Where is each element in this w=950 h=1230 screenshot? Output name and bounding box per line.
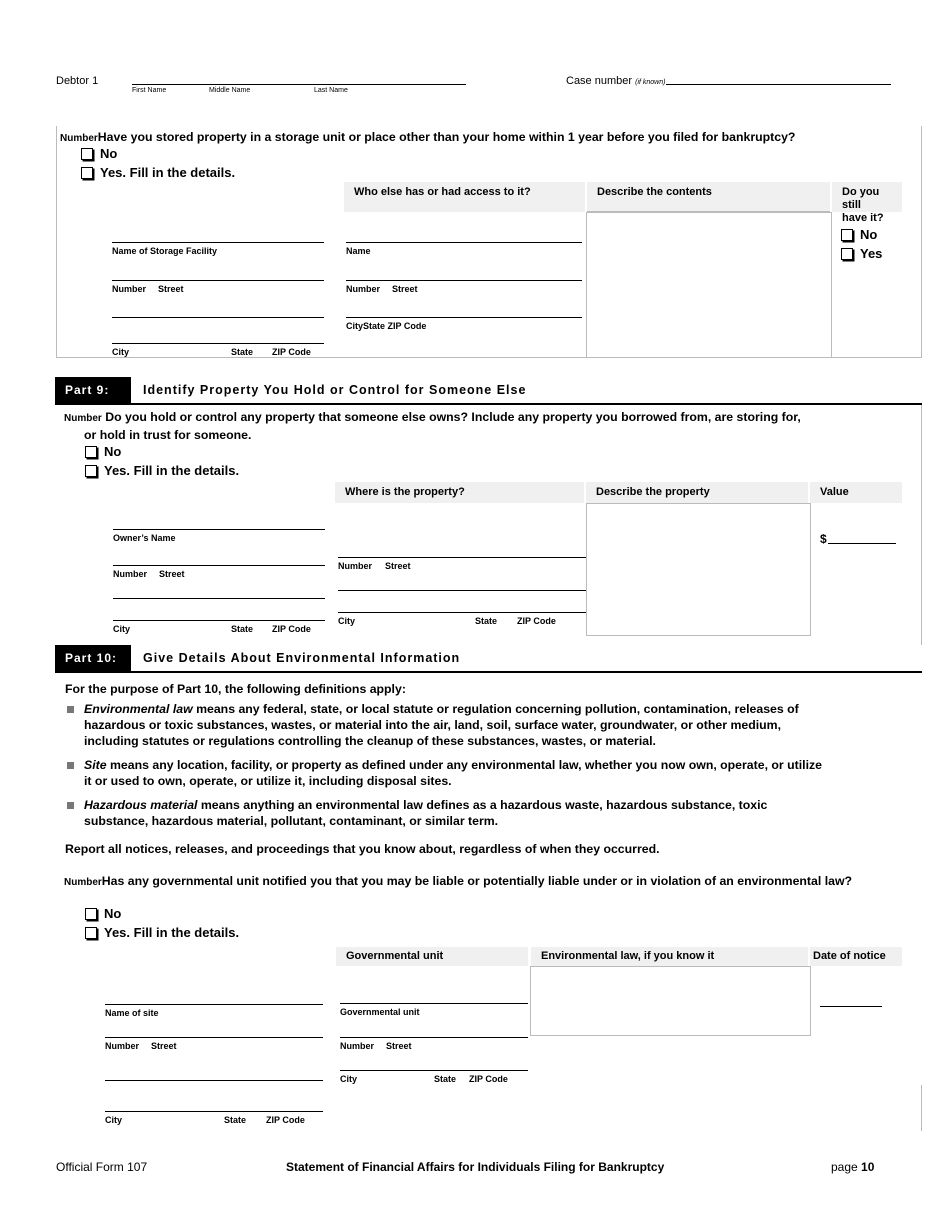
q23-owner-state-label: State xyxy=(231,624,254,634)
definition-site xyxy=(84,757,824,789)
debtor-label: Debtor 1 xyxy=(56,75,99,87)
checkbox-icon[interactable] xyxy=(85,908,97,920)
checkbox-icon[interactable] xyxy=(841,229,853,241)
part10-header xyxy=(55,645,922,673)
q24-date-field[interactable] xyxy=(820,1006,882,1007)
footer-form-number: Official Form 107 xyxy=(56,1160,148,1174)
q23-where-zip-label: ZIP Code xyxy=(517,616,556,626)
if-known-note: (if known) xyxy=(635,79,666,86)
last-name-label: Last Name xyxy=(314,87,348,94)
part10-title: Give Details About Environmental Information xyxy=(143,651,461,665)
checkbox-icon[interactable] xyxy=(85,927,97,939)
q23-owner-street-label: Street xyxy=(159,569,185,579)
q22-still-no-option[interactable] xyxy=(841,227,877,242)
q24-site-name-label: Name of site xyxy=(105,1008,159,1018)
q23-question xyxy=(64,409,824,443)
q24-yes-label: Yes. Fill in the details. xyxy=(104,925,240,940)
footer-form-title: Statement of Financial Affairs for Individuals Filing for Bankruptcy xyxy=(286,1160,665,1174)
q23-where-address-line2-field[interactable] xyxy=(338,590,586,591)
case-number-text: Case number xyxy=(566,75,633,87)
part10-tag: Part 10: xyxy=(55,645,131,671)
q22-yes-label: Yes. Fill in the details. xyxy=(100,165,236,180)
q23-number: Number xyxy=(64,413,102,424)
q23-owner-city-field[interactable] xyxy=(113,620,325,621)
q24-col-date: Date of notice xyxy=(810,947,902,966)
q24-gov-street-label: Street xyxy=(386,1041,412,1051)
q24-gov-zip-label: ZIP Code xyxy=(469,1074,508,1084)
q24-right-rule xyxy=(921,1085,922,1131)
q22-no-option[interactable] xyxy=(81,146,117,161)
q24-gov-number-label: Number xyxy=(340,1041,375,1051)
q23-no-option[interactable] xyxy=(85,444,121,459)
q22-col-contents: Describe the contents xyxy=(587,182,830,212)
q22-yes-option[interactable] xyxy=(81,165,235,180)
case-number-label xyxy=(566,75,665,87)
checkbox-icon[interactable] xyxy=(81,148,93,160)
part9-right-rule xyxy=(921,405,922,645)
footer-page-number: 10 xyxy=(861,1160,875,1174)
q23-where-number-label: Number xyxy=(338,561,373,571)
definition-hazardous-material xyxy=(84,797,824,829)
q23-owner-number-label: Number xyxy=(113,569,148,579)
q24-question xyxy=(64,873,852,891)
q24-site-state-label: State xyxy=(224,1115,247,1125)
part10-report-note: Report all notices, releases, and proceedings that you know about, regardless of when they occurred. xyxy=(65,842,660,856)
def1-term: Environmental law xyxy=(84,702,193,716)
q22-number: Number xyxy=(60,133,98,144)
def3-term: Hazardous material xyxy=(84,798,198,812)
q24-site-number-label: Number xyxy=(105,1041,140,1051)
q24-no-label: No xyxy=(104,906,122,921)
bullet-icon xyxy=(67,762,74,769)
q23-where-city-label: City xyxy=(338,616,356,626)
q23-describe-box[interactable] xyxy=(586,503,811,636)
q22-contents-box[interactable] xyxy=(586,212,832,358)
q22-city-state-zip-field[interactable] xyxy=(112,343,324,344)
first-name-label: First Name xyxy=(132,87,167,94)
q22-access-street-field[interactable] xyxy=(346,280,582,281)
q23-col-value: Value xyxy=(810,482,902,503)
q22-number-label: Number xyxy=(112,284,147,294)
bullet-icon xyxy=(67,706,74,713)
q22-still-yes-label: Yes xyxy=(860,246,883,261)
q22-question-text: Have you stored property in a storage unit or place other than your home within 1 year before you filed for bankruptcy? xyxy=(97,130,796,144)
part9-title: Identify Property You Hold or Control for Someone Else xyxy=(143,383,527,397)
q24-env-law-box[interactable] xyxy=(530,966,811,1036)
q22-access-city-field[interactable] xyxy=(346,317,582,318)
q22-street-label: Street xyxy=(158,284,184,294)
q23-where-street-field[interactable] xyxy=(338,557,586,558)
q23-owner-city-label: City xyxy=(113,624,131,634)
q24-yes-option[interactable] xyxy=(85,925,239,940)
q23-yes-option[interactable] xyxy=(85,463,239,478)
q24-site-address-line2-field[interactable] xyxy=(105,1080,323,1081)
q24-site-name-field[interactable] xyxy=(105,1004,323,1005)
debtor-name-field[interactable] xyxy=(132,84,466,85)
footer-page xyxy=(831,1160,874,1174)
q23-question-line2: or hold in trust for someone. xyxy=(84,428,252,442)
q22-col-access: Who else has or had access to it? xyxy=(344,182,585,212)
part10-intro: For the purpose of Part 10, the following definitions apply: xyxy=(65,682,406,696)
q22-facility-name-field[interactable] xyxy=(112,242,324,243)
q24-number: Number xyxy=(64,877,102,888)
q22-facility-name-label: Name of Storage Facility xyxy=(112,246,218,256)
q22-still-yes-option[interactable] xyxy=(841,246,882,261)
q24-site-zip-label: ZIP Code xyxy=(266,1115,305,1125)
q22-col-still-have-line2: have it? xyxy=(842,212,884,224)
q22-zip-label: ZIP Code xyxy=(272,347,311,357)
checkbox-icon[interactable] xyxy=(85,446,97,458)
q23-yes-label: Yes. Fill in the details. xyxy=(104,463,240,478)
q22-access-name-label: Name xyxy=(346,246,371,256)
checkbox-icon[interactable] xyxy=(81,167,93,179)
def2-text: means any location, facility, or property as defined under any environmental law, whether you now own, operate, or utilize it or used to own, operate, or utilize it, including disposal sites. xyxy=(84,758,822,788)
def2-term: Site xyxy=(84,758,107,772)
q24-question-text: Has any governmental unit notified you that you may be liable or potentially liable under or in violation of an environmental law? xyxy=(101,874,853,888)
q23-owner-address-line2-field[interactable] xyxy=(113,598,325,599)
checkbox-icon[interactable] xyxy=(841,248,853,260)
q22-no-label: No xyxy=(100,146,118,161)
q22-access-street-label: Street xyxy=(392,284,418,294)
q22-number-street-field[interactable] xyxy=(112,280,324,281)
part9-header xyxy=(55,377,922,405)
q22-address-line2-field[interactable] xyxy=(112,317,324,318)
part9-tag: Part 9: xyxy=(55,377,131,403)
q22-question xyxy=(60,129,795,147)
q23-question-line1: Do you hold or control any property that someone else owns? Include any property you borrowed from, are storing for, xyxy=(105,410,801,424)
q24-site-street-label: Street xyxy=(151,1041,177,1051)
q23-where-city-field[interactable] xyxy=(338,612,586,613)
middle-name-label: Middle Name xyxy=(209,87,251,94)
q23-dollar-sign: $ xyxy=(820,532,827,546)
q24-site-city-field[interactable] xyxy=(105,1111,323,1112)
q24-gov-street-field[interactable] xyxy=(340,1037,528,1038)
q22-col-still-have xyxy=(832,182,902,224)
footer-page-label: page xyxy=(831,1160,858,1174)
q24-no-option[interactable] xyxy=(85,906,121,921)
q24-site-street-field[interactable] xyxy=(105,1037,323,1038)
def1-text: means any federal, state, or local statute or regulation concerning pollution, contamination, releases of hazardous or toxic substances, wastes, or material into the air, land, soil, surface water, groundwater, or other medium, including statutes or regulations controlling the cleanup of these substances, wastes, or material. xyxy=(84,702,799,748)
q22-access-number-label: Number xyxy=(346,284,381,294)
q24-gov-unit-field[interactable] xyxy=(340,1003,528,1004)
q24-gov-state-label: State xyxy=(434,1074,457,1084)
q24-col-gov: Governmental unit xyxy=(336,947,528,966)
q22-access-city-state-zip-label: CityState ZIP Code xyxy=(346,321,427,331)
q22-state-label: State xyxy=(231,347,254,357)
q23-col-describe: Describe the property xyxy=(586,482,808,503)
q23-owner-zip-label: ZIP Code xyxy=(272,624,311,634)
bullet-icon xyxy=(67,802,74,809)
checkbox-icon[interactable] xyxy=(85,465,97,477)
q23-owner-street-field[interactable] xyxy=(113,565,325,566)
q23-no-label: No xyxy=(104,444,122,459)
q22-col-still-have-line1: Do you still xyxy=(842,186,880,211)
q24-gov-city-label: City xyxy=(340,1074,358,1084)
case-number-field[interactable] xyxy=(666,84,891,85)
q23-col-where: Where is the property? xyxy=(335,482,584,503)
q22-still-no-label: No xyxy=(860,227,878,242)
q24-gov-city-field[interactable] xyxy=(340,1070,528,1071)
q23-owner-name-field[interactable] xyxy=(113,529,325,530)
q22-access-name-field[interactable] xyxy=(346,242,582,243)
q23-where-state-label: State xyxy=(475,616,498,626)
q23-owner-name-label: Owner’s Name xyxy=(113,533,176,543)
q24-col-env: Environmental law, if you know it xyxy=(531,947,808,966)
q23-where-street-label: Street xyxy=(385,561,411,571)
def3-text: means anything an environmental law defines as a hazardous waste, hazardous substance, toxic substance, hazardous material, pollutant, contaminant, or similar term. xyxy=(84,798,768,828)
q23-value-field[interactable] xyxy=(828,543,896,544)
q24-site-city-label: City xyxy=(105,1115,123,1125)
q24-gov-unit-label: Governmental unit xyxy=(340,1007,420,1017)
q22-city-label: City xyxy=(112,347,130,357)
definition-environmental-law xyxy=(84,701,824,749)
